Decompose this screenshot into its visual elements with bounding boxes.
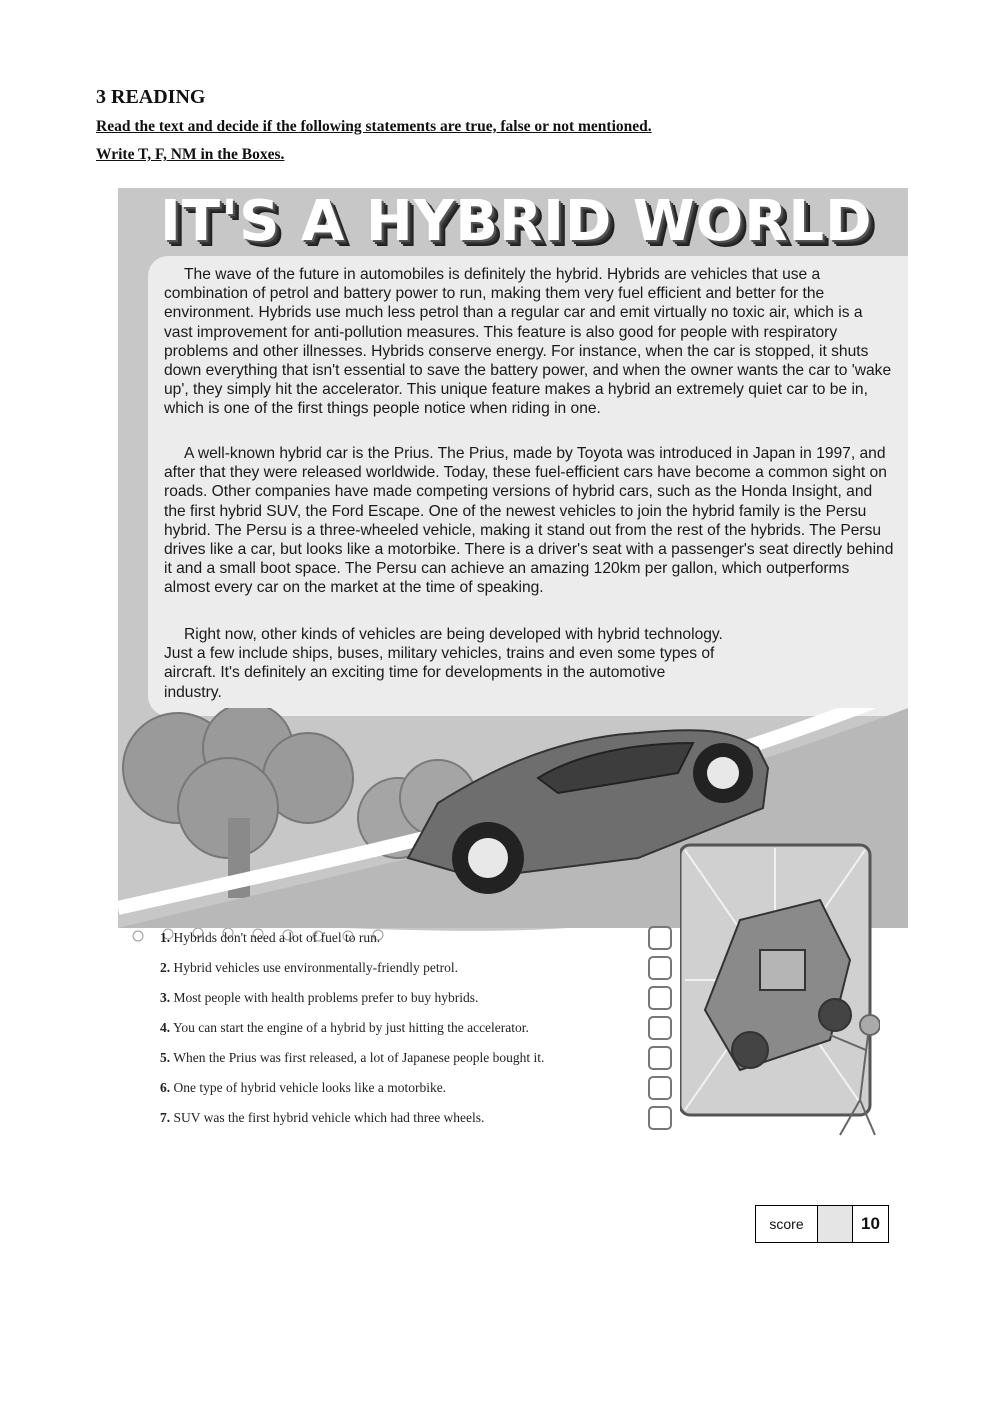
answer-box-3[interactable]	[648, 986, 672, 1010]
answer-box-1[interactable]	[648, 926, 672, 950]
score-box	[755, 1205, 889, 1243]
instructions-line-1: Read the text and decide if the following statements are true, false or not mentioned.	[96, 118, 652, 135]
score-label: score	[756, 1206, 818, 1242]
statement-item: 4. You can start the engine of a hybrid by just hitting the accelerator.	[160, 1020, 529, 1035]
answer-box-2[interactable]	[648, 956, 672, 980]
answer-box-7[interactable]	[648, 1106, 672, 1130]
answer-box-6[interactable]	[648, 1076, 672, 1100]
score-input[interactable]	[818, 1206, 853, 1242]
article-paragraph-1: The wave of the future in automobiles is definitely the hybrid. Hybrids are vehicles that use a combination of petrol and battery power to run, making them very fuel efficient and better for the environment. Hybrids use much less petrol than a regular car and emit virtually no toxic air, which is a vast improvement for anti-pollution measures. This feature is also good for people with respiratory problems and other illnesses. Hybrids conserve energy. For instance, when the car is stopped, it shuts down everything that isn't essential to save the battery power, and when the owner wants the car to 'wake up', they simply hit the accelerator. This unique feature makes a hybrid an extremely quiet car to be in, which is one of the first things people notice when riding in one.	[164, 266, 892, 418]
statement-item: 2. Hybrid vehicles use environmentally-friendly petrol.	[160, 960, 459, 975]
answer-box-5[interactable]	[648, 1046, 672, 1070]
article-paragraph-2: A well-known hybrid car is the Prius. The Prius, made by Toyota was introduced in Japan in 1997, and after that they were released worldwide. Today, these fuel-efficient cars have become a common sight on roads. Other companies have made competing versions of hybrid cars, such as the Honda Insight, and the first hybrid SUV, the Ford Escape. One of the newest vehicles to join the hybrid family is the Persu hybrid. The Persu is a three-wheeled vehicle, making it stand out from the rest of the hybrids. The Persu drives like a car, but looks like a motorbike. There is a driver's seat with a passenger's seat directly behind it and a small boot space. The Persu can achieve an amazing 120km per gallon, which outperforms almost every car on the market at the time of speaking.	[164, 445, 894, 597]
article-paragraph-3: Right now, other kinds of vehicles are being developed with hybrid technology. Just a few include ships, buses, military vehicles, trains and even some types of aircraft. It's definitely an exciting time for developments in the automotive industry.	[164, 626, 723, 701]
section-title: 3 READING	[96, 86, 206, 108]
statement-item: 1. Hybrids don't need a lot of fuel to run.	[160, 930, 381, 945]
score-total: 10	[861, 1214, 880, 1233]
answer-box-4[interactable]	[648, 1016, 672, 1040]
instructions-line-2: Write T, F, NM in the Boxes.	[96, 146, 285, 163]
statement-item: 3. Most people with health problems prefer to buy hybrids.	[160, 990, 479, 1005]
hybrid-car-photo	[680, 840, 880, 1140]
article-title: IT'S A HYBRID WORLD	[160, 189, 873, 254]
article-text-box	[148, 256, 908, 716]
statement-item: 7. SUV was the first hybrid vehicle which had three wheels.	[160, 1110, 485, 1125]
statement-item: 6. One type of hybrid vehicle looks like a motorbike.	[160, 1080, 447, 1095]
statement-item: 5. When the Prius was first released, a lot of Japanese people bought it.	[160, 1050, 545, 1065]
